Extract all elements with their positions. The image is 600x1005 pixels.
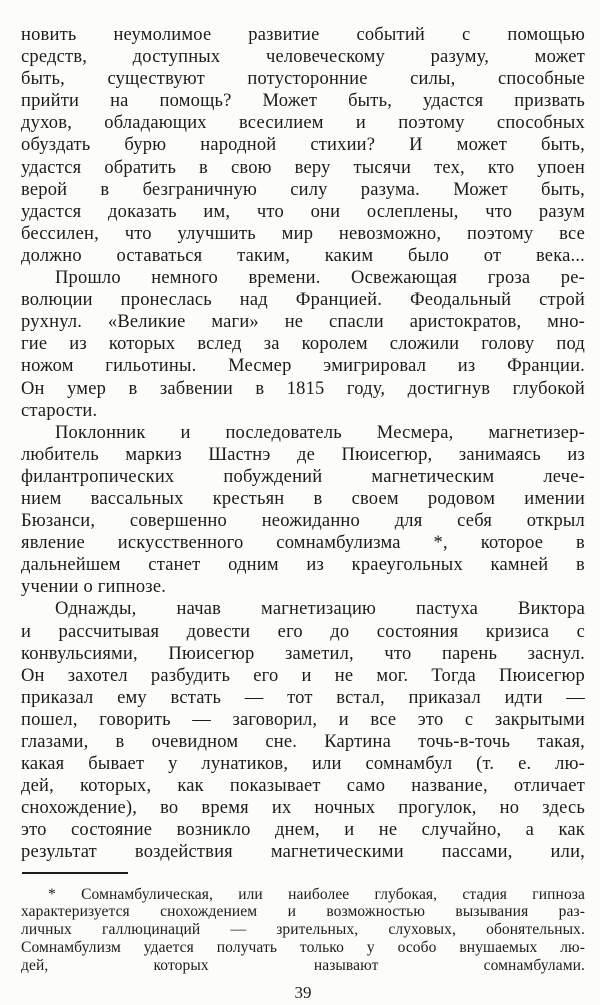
footnote-separator (22, 872, 128, 874)
text-line: это состояние возникло днем, и не случайно, а как (21, 820, 585, 841)
text-line: Он захотел разбудить его и не мог. Тогда Пюисегюр (21, 665, 585, 686)
text-line: Сомнамбулизм удается получать только у особо внушаемых лю- (21, 938, 585, 956)
text-line: дей, которых, как показывает само название, отличает (21, 776, 585, 797)
text-line: и рассчитывая довести его до состояния кризиса с (21, 621, 585, 642)
text-line: филантропических побуждений магнетическим лече- (21, 466, 585, 487)
text-line: Прошло немного времени. Освежающая гроза ре- (55, 268, 585, 289)
paragraph (21, 267, 585, 422)
text-line: Бюзанси, совершенно неожиданно для себя открыл (21, 511, 585, 532)
text-line: прийти на помощь? Может быть, удастся призвать (21, 91, 585, 112)
text-line: гие из которых вслед за королем сложили голову под (21, 334, 585, 355)
text-line: глазами, в очевидном сне. Картина точь-в-точь такая, (21, 732, 585, 752)
text-line: снохождение), во время их ночных прогулок, но здесь (21, 798, 585, 819)
text-line: дальнейшем станет одним из краеугольных камней в (21, 555, 585, 576)
text-line: быть, существуют потусторонние силы, способные (21, 69, 585, 90)
text-line: должно оставаться таким, каким было от века... (21, 245, 585, 266)
text-line: Поклонник и последователь Месмера, магнетизер- (55, 422, 585, 443)
text-line: дей, которых называют сомнамбулами. (21, 956, 585, 974)
text-line: новить неумолимое развитие событий с помощью (21, 25, 585, 45)
text-line: обуздать бурю народной стихии? И может быть, (21, 135, 585, 156)
text-line: старости. (21, 400, 98, 421)
text-line: ножом гильотины. Месмер эмигрировал из Франции. (21, 356, 585, 377)
text-line: Он умер в забвении в 1815 году, достигнув глубокой (21, 378, 585, 399)
text-line: учении о гипнозе. (21, 577, 167, 598)
text-line: нием вассальных крестьян в своем родовом имении (21, 488, 585, 509)
text-line: приказал ему встать — тот встал, приказал идти — (21, 687, 585, 708)
paragraph (21, 24, 585, 267)
text-line: какая бывает у лунатиков, или сомнамбул (т. е. лю- (21, 754, 585, 775)
text-line: * Сомнамбулическая, или наиболее глубокая, стадия гипноза (48, 885, 585, 903)
main-text (21, 24, 585, 864)
text-line: явление искусственного сомнамбулизма *, которое в (21, 533, 585, 554)
text-line: средств, доступных человеческому разуму, может (21, 47, 585, 68)
text-line: любитель маркиз Шастнэ де Пюисегюр, занимаясь из (21, 444, 585, 465)
text-line: пошел, говорить — заговорил, и все это с закрытыми (21, 709, 585, 730)
text-line: личных галлюцинаций — зрительных, слуховых, обонятельных. (21, 921, 585, 939)
text-line: характеризуется снохождением и возможностью вызывания раз- (21, 903, 585, 921)
page-number: 39 (294, 982, 312, 1002)
text-line: рухнул. «Великие маги» не спасли аристократов, мно- (21, 312, 585, 333)
text-line: волюции пронеслась над Францией. Феодальный строй (21, 290, 585, 311)
text-line: верой в безграничную силу разума. Может быть, (21, 179, 585, 200)
text-line: удастся доказать им, что они ослеплены, что разум (21, 201, 585, 222)
text-line: бессилен, что улучшить мир невозможно, поэтому все (21, 223, 585, 244)
footnote (21, 886, 585, 975)
text-line: духов, обладающих всесилием и поэтому способных (21, 113, 585, 134)
paragraph (21, 598, 585, 863)
text-line: Однажды, начав магнетизацию пастуха Виктора (55, 599, 585, 620)
text-line: конвульсиями, Пюисегюр заметил, что парень заснул. (21, 643, 585, 664)
text-line: результат воздействия магнетическими пассами, или, (21, 842, 585, 863)
text-line: удастся обратить в свою веру тысячи тех, кто упоен (21, 157, 585, 178)
paragraph (21, 422, 585, 599)
